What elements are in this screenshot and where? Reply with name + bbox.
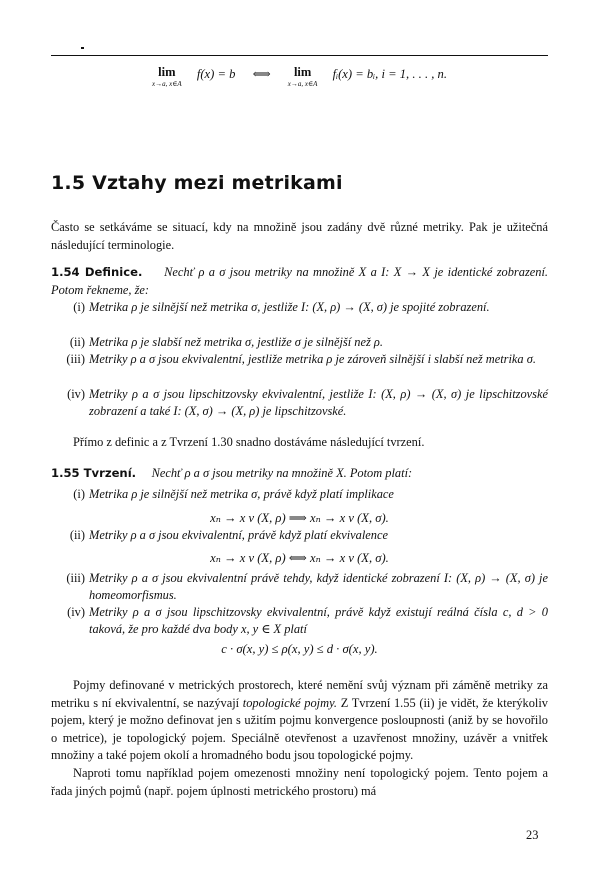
header-rule (51, 55, 548, 56)
intro-paragraph: Často se setkáváme se situací, kdy na množině jsou zadány dvě různé metriky. Pak je užitečná následující terminologie. (51, 220, 548, 252)
theorem-equation-iv: c · σ(x, y) ≤ ρ(x, y) ≤ d · σ(x, y). (221, 642, 378, 656)
top-equation (51, 66, 548, 88)
item-number: (ii) (69, 528, 85, 542)
item-text: Metriky ρ a σ jsou lipschitzovsky ekvivalentní, právě když existují reálná čísla c, d > 0 taková, že pro každé dva body x, y ∈ X platí (89, 605, 548, 636)
lim-subscript: x→a, x∈A (152, 79, 182, 88)
body-paragraph-2: Naproti tomu například pojem omezenosti množiny není topologický pojem. Tento pojem a řada jiných pojmů (např. pojem úplnosti metrického prostoru) má (51, 766, 548, 798)
theorem-equation-ii: xₙ → x v (X, ρ) ⟺ xₙ → x v (X, σ). (210, 551, 389, 565)
item-number: (iv) (67, 387, 85, 401)
item-number: (iii) (66, 571, 85, 585)
bridge-paragraph: Přímo z definic a z Tvrzení 1.30 snadno dostáváme následující tvrzení. (73, 435, 425, 449)
item-text: Metriky ρ a σ jsou ekvivalentní právě tehdy, když identické zobrazení I: (X, ρ) → (X, σ) je homeomorfismus. (89, 571, 548, 602)
theorem-label: 1.55 Tvrzení. (51, 466, 137, 480)
item-number: (iii) (66, 352, 85, 366)
lim-operator: lim (293, 65, 312, 79)
body-text: Pojmy definované v metrických prostorech, které nemění svůj význam při záměně metriky za metriku s ní ekvivalentní, se nazývají (51, 678, 548, 710)
theorem-item (51, 527, 548, 544)
item-number: (iv) (67, 605, 85, 619)
emphasis-term: topologické pojmy. (242, 695, 337, 710)
definition-item (51, 351, 548, 368)
definition-item (51, 334, 548, 351)
theorem-block (51, 465, 548, 483)
item-text: Metrika ρ je slabší než metrika σ, jestliže σ je silnější než ρ. (89, 335, 383, 349)
theorem-item (51, 570, 548, 604)
equation-right: fᵢ(x) = bᵢ, i = 1, . . . , n. (332, 67, 447, 81)
equation-left: f(x) = b (196, 67, 236, 81)
section-title: 1.5 Vztahy mezi metrikami (51, 172, 343, 194)
iff-symbol: ⟺ (252, 67, 271, 81)
body-text: Z Tvrzení 1.55 (ii) je vidět, že kterýkoliv pojem, který je možno definovat jen s užitím pojmu konvergence posloupnosti (aniž by se hovořilo o metrice), je topologický pojem. Speciálně otevřenost a uzavřenost množiny, uzávěr a vnitřek množiny a také pojem okolí a hromadného bodu jsou topologické pojmy. (51, 695, 548, 762)
limit-right (288, 66, 318, 88)
definition-label: 1.54 Definice. (51, 265, 143, 279)
limit-left (152, 66, 182, 88)
header-marker (81, 47, 84, 49)
definition-block (51, 264, 548, 299)
theorem-equation-i: xₙ → x v (X, ρ) ⟹ xₙ → x v (X, σ). (210, 511, 389, 525)
item-number: (i) (73, 487, 85, 501)
body-paragraph-1 (51, 677, 548, 765)
item-text: Metrika ρ je silnější než metrika σ, právě když platí implikace (89, 487, 394, 501)
definition-item (51, 299, 548, 316)
item-text: Metriky ρ a σ jsou lipschitzovsky ekvivalentní, jestliže I: (X, ρ) → (X, σ) je lipschitzovské zobrazení a také I: (X, σ) → (X, ρ) je lipschitzovské. (89, 387, 548, 418)
definition-item (51, 386, 548, 420)
item-text: Metrika ρ je silnější než metrika σ, jestliže I: (X, ρ) → (X, σ) je spojité zobrazení. (89, 300, 490, 314)
theorem-item (51, 486, 548, 503)
item-number: (ii) (69, 335, 85, 349)
theorem-item (51, 604, 548, 638)
lim-subscript: x→a, x∈A (287, 79, 318, 88)
page-number: 23 (526, 828, 539, 842)
definition-text: Nechť ρ a σ jsou metriky na množině X a I: X → X je identické zobrazení. Potom řekneme, že: (51, 265, 549, 297)
item-number: (i) (73, 300, 85, 314)
item-text: Metriky ρ a σ jsou ekvivalentní, právě když platí ekvivalence (89, 528, 388, 542)
theorem-text: Nechť ρ a σ jsou metriky na množině X. Potom platí: (151, 466, 413, 480)
lim-operator: lim (158, 65, 176, 79)
item-text: Metriky ρ a σ jsou ekvivalentní, jestliže metrika ρ je zároveň silnější i slabší než metrika σ. (89, 352, 536, 366)
